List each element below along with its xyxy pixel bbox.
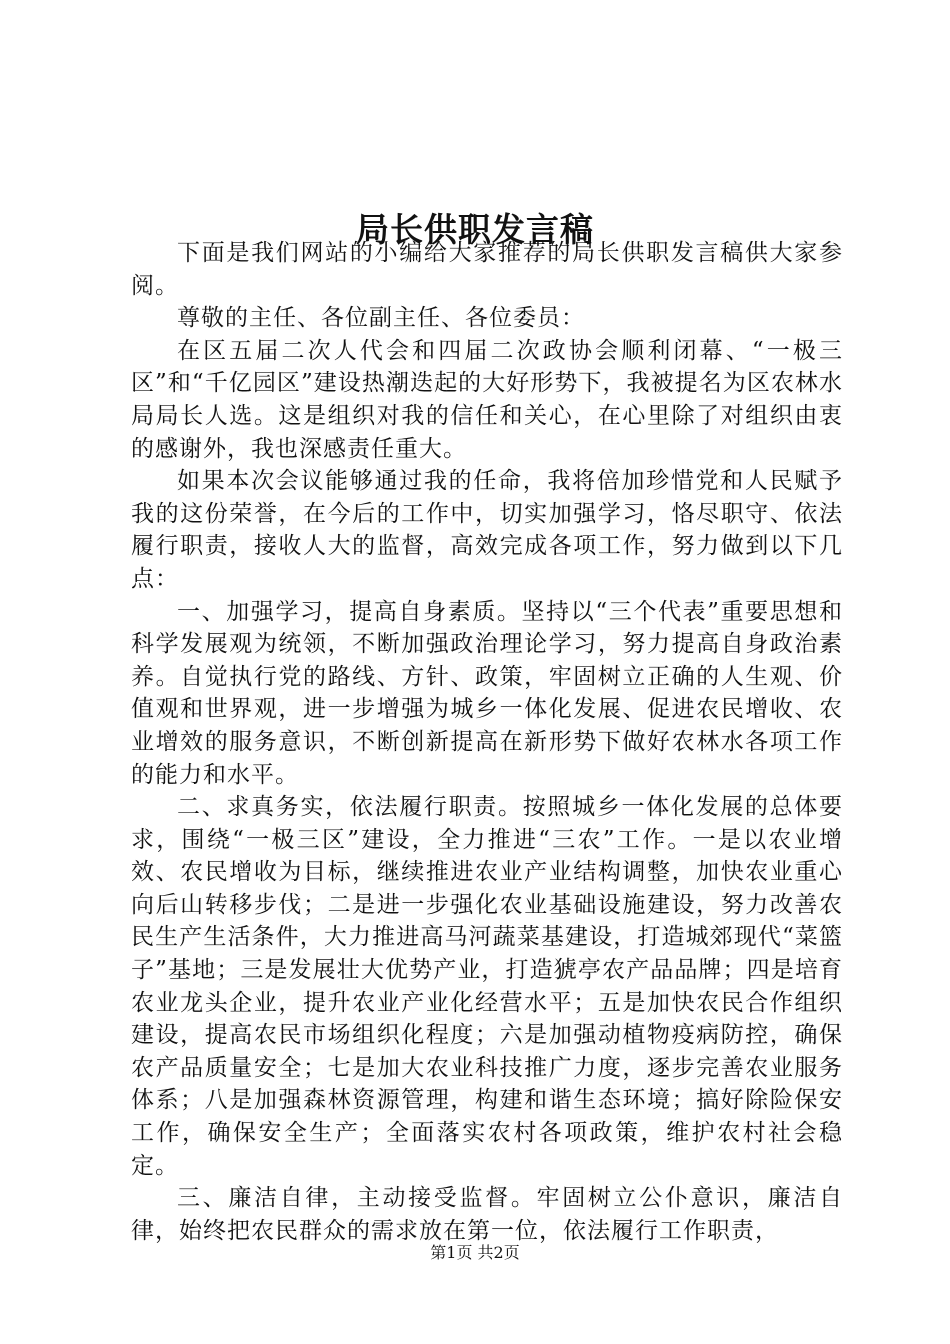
- page-footer: 第1页 共2页: [430, 1243, 520, 1262]
- paragraph-nomination: 在区五届二次人代会和四届二次政协会顺利闭幕、“一极三区”和“千亿园区”建设热潮迭起的大好形势下，我被提名为区农林水局局长人选。这是组织对我的信任和关心，在心里除了对组织由衷的感谢外，我也深感责任重大。: [131, 337, 843, 462]
- paragraph-salutation: 尊敬的主任、各位副主任、各位委员：: [177, 305, 585, 332]
- paragraph-point-three: 三、廉洁自律，主动接受监督。牢固树立公仆意识，廉洁自律，始终把农民群众的需求放在第一位，依法履行工作职责，: [131, 1185, 843, 1244]
- document-body: [131, 237, 843, 1247]
- paragraph-intro: 下面是我们网站的小编给大家推荐的局长供职发言稿供大家参阅。: [131, 240, 843, 299]
- paragraph-point-one: 一、加强学习，提高自身素质。坚持以“三个代表”重要思想和科学发展观为统领，不断加强政治理论学习，努力提高自身政治素养。自觉执行党的路线、方针、政策，牢固树立正确的人生观、价值观和世界观，进一步增强为城乡一体化发展、促进农民增收、农业增效的服务意识，不断创新提高在新形势下做好农林水各项工作的能力和水平。: [131, 598, 843, 788]
- paragraph-point-two: 二、求真务实，依法履行职责。按照城乡一体化发展的总体要求，围绕“一极三区”建设，全力推进“三农”工作。一是以农业增效、农民增收为目标，继续推进农业产业结构调整，加快农业重心向后山转移步伐；二是进一步强化农业基础设施建设，努力改善农民生产生活条件，大力推进高马河蔬菜基建设，打造城郊现代“菜篮子”基地；三是发展壮大优势产业，打造猇亭农产品品牌；四是培育农业龙头企业，提升农业产业化经营水平；五是加快农民合作组织建设，提高农民市场组织化程度；六是加强动植物疫病防控，确保农产品质量安全；七是加大农业科技推广力度，逐步完善农业服务体系；八是加强森林资源管理，构建和谐生态环境；搞好除险保安工作，确保安全生产；全面落实农村各项政策，维护农村社会稳定。: [131, 794, 843, 1179]
- paragraph-commitment: 如果本次会议能够通过我的任命，我将倍加珍惜党和人民赋予我的这份荣誉，在今后的工作中，切实加强学习，恪尽职守、依法履行职责，接收人大的监督，高效完成各项工作，努力做到以下几点：: [131, 468, 843, 592]
- document-title: 局长供职发言稿: [356, 210, 594, 250]
